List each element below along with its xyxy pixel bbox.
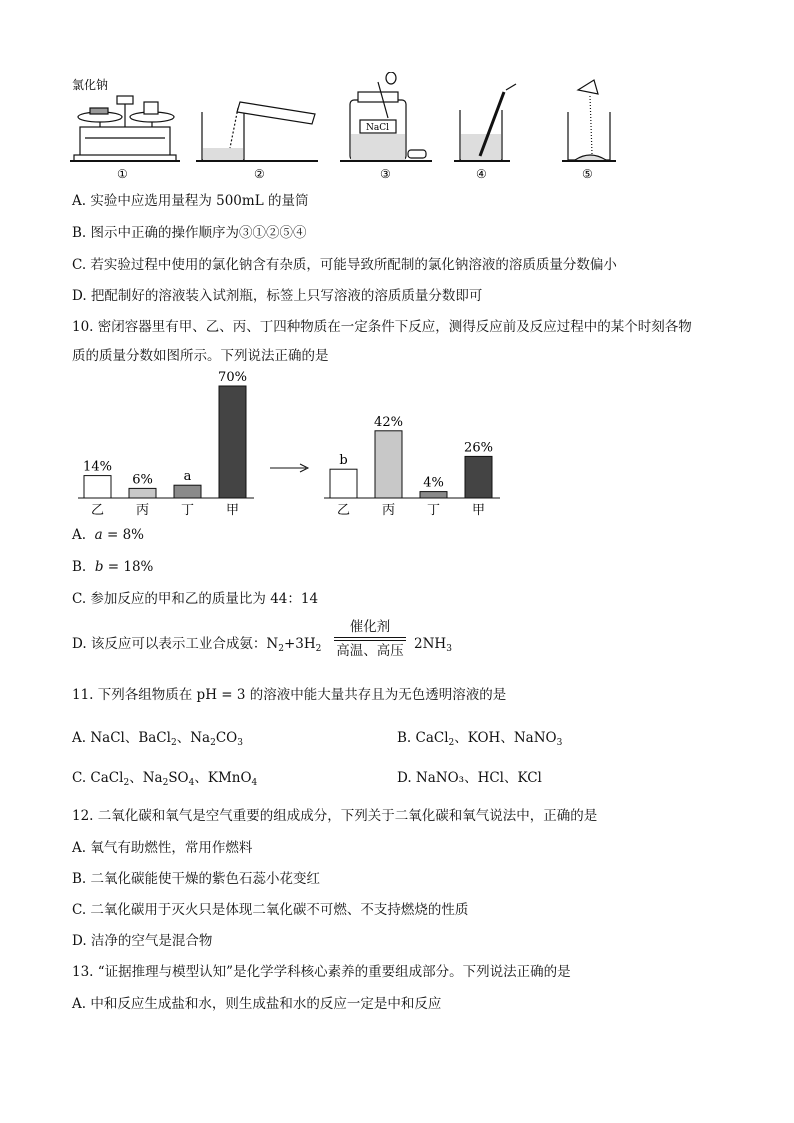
q11-stem: 11. 下列各组物质在 pH = 3 的溶液中能大量共存且为无色透明溶液的是 [72, 687, 507, 703]
q11a-s1: 2 [170, 738, 177, 748]
step-label-5: ⑤ [582, 167, 593, 181]
q11b-s3: 3 [556, 738, 563, 748]
bar-0-2 [174, 485, 201, 498]
category-label-0-1: 丙 [135, 503, 150, 518]
q12-option-d: D. 洁净的空气是混合物 [72, 933, 213, 949]
bar-1-2 [420, 492, 447, 498]
q12-option-a: A. 氧气有助燃性，常用作燃料 [72, 840, 253, 856]
q11a-s3: 2 [210, 738, 216, 748]
q11-option-a [72, 728, 243, 753]
q11a-t0: A. NaCl、BaCl [72, 730, 171, 746]
bar-0-0 [84, 476, 111, 498]
q11c-t6: 、KMnO [194, 770, 252, 786]
q10-option-a-var: a [94, 527, 103, 543]
q10-option-b-var: b [94, 559, 104, 575]
q11a-t4: CO [215, 730, 238, 746]
bar-1-3 [465, 456, 492, 498]
bar-label-0-2: a [183, 469, 192, 485]
q10-stem-line2: 质的质量分数如图所示。下列说法正确的是 [72, 348, 329, 364]
q10-option-b [72, 557, 153, 577]
q11-option-b [397, 728, 562, 753]
q10-option-d-mid: +3H [283, 636, 316, 652]
q10-option-d [72, 634, 321, 659]
q13-option-a: A. 中和反应生成盐和水，则生成盐和水的反应一定是中和反应 [72, 996, 442, 1012]
q11c-t0: C. CaCl [72, 770, 124, 786]
q9-option-c: C. 若实验过程中使用的氯化钠含有杂质，可能导致所配制的氯化钠溶液的溶质质量分数偏小 [72, 257, 617, 273]
product-nh3 [414, 634, 452, 659]
pouring-solid-icon [568, 80, 610, 160]
q11b-t2: 、KOH、NaNO [454, 730, 557, 746]
category-label-1-0: 乙 [336, 503, 351, 518]
category-label-0-3: 甲 [225, 503, 240, 518]
category-label-0-2: 丁 [180, 503, 195, 518]
q12-stem: 12. 二氧化碳和氧气是空气重要的组成成分，下列关于二氧化碳和氧气说法中，正确的是 [72, 808, 598, 824]
bar-1-1 [375, 431, 402, 498]
bar-label-1-0: b [339, 453, 348, 469]
lab-steps-figure-full [70, 72, 630, 182]
category-label-0-0: 乙 [90, 503, 105, 518]
q10-option-a-prefix: A. [72, 527, 87, 543]
q9-option-b: B. 图示中正确的操作顺序为③①②⑤④ [72, 225, 307, 241]
category-label-1-1: 丙 [381, 503, 396, 518]
bar-label-0-0: 14% [83, 459, 112, 475]
nacl-label: 氯化钠 [72, 78, 109, 92]
category-label-1-2: 丁 [426, 503, 441, 518]
q11c-s7: 4 [251, 778, 258, 788]
stirring-beaker-icon [460, 84, 516, 160]
bar-0-3 [219, 386, 246, 498]
q11a-s5: 3 [237, 738, 243, 748]
bar-1-0 [330, 469, 357, 498]
step-label-2: ② [254, 167, 265, 181]
q10-option-a [72, 525, 144, 545]
q11c-t2: 、Na [129, 770, 163, 786]
q11b-s1: 2 [448, 738, 455, 748]
q11c-t4: SO [168, 770, 189, 786]
q10-option-a-rest: = 8% [102, 527, 145, 543]
q10-option-b-prefix: B. [72, 559, 87, 575]
q11-option-d: D. NaNO₃、HCl、KCl [397, 770, 542, 786]
q10-option-b-rest: = 18% [103, 559, 154, 575]
category-label-1-3: 甲 [471, 503, 486, 518]
q10-option-d-prefix: D. 该反应可以表示工业合成氨：N [72, 636, 279, 652]
q11b-t0: B. CaCl [397, 730, 449, 746]
sub-2b: 2 [315, 644, 322, 654]
reaction-condition [334, 618, 406, 660]
bar-label-1-3: 26% [464, 440, 493, 456]
bar-label-1-2: 4% [423, 475, 444, 491]
jar-label: NaCl [366, 123, 390, 133]
condition-top: 催化剂 [349, 619, 391, 635]
q10-stem-line1: 10. 密闭容器里有甲、乙、丙、丁四种物质在一定条件下反应，测得反应前及反应过程中的某个时刻各物 [72, 319, 692, 335]
step-label-4: ④ [476, 167, 487, 181]
step-label-1: ① [117, 167, 128, 181]
sub-2a: 2 [278, 644, 284, 654]
beaker-pouring-icon [202, 102, 315, 160]
q11-option-c [72, 768, 257, 793]
mass-fraction-chart [72, 370, 532, 520]
q12-option-b: B. 二氧化碳能使干燥的紫色石蕊小花变红 [72, 871, 321, 887]
q10-option-c: C. 参加反应的甲和乙的质量比为 44：14 [72, 591, 319, 607]
q9-option-a: A. 实验中应选用量程为 500mL 的量筒 [72, 193, 309, 209]
q13-stem: 13. “证据推理与模型认知”是化学学科核心素养的重要组成部分。下列说法正确的是 [72, 964, 571, 980]
q11c-s1: 2 [123, 778, 130, 788]
bar-label-0-1: 6% [132, 472, 153, 488]
q9-option-d: D. 把配制好的溶液装入试剂瓶，标签上只写溶液的溶质质量分数即可 [72, 288, 483, 304]
sub-3: 3 [446, 644, 452, 654]
product-text: 2NH [414, 636, 447, 652]
q12-option-c: C. 二氧化碳用于灭火只是体现二氧化碳不可燃、不支持燃烧的性质 [72, 902, 469, 918]
reagent-jar-icon [350, 72, 426, 160]
balance-icon [74, 96, 176, 161]
bar-label-1-1: 42% [374, 414, 403, 430]
condition-bottom: 高温、高压 [336, 643, 404, 659]
q11c-s5: 4 [188, 778, 195, 788]
bar-0-1 [129, 488, 156, 498]
q11a-t2: 、Na [176, 730, 211, 746]
q11c-s3: 2 [162, 778, 169, 788]
step-label-3: ③ [380, 167, 391, 181]
bar-label-0-3: 70% [218, 370, 247, 385]
